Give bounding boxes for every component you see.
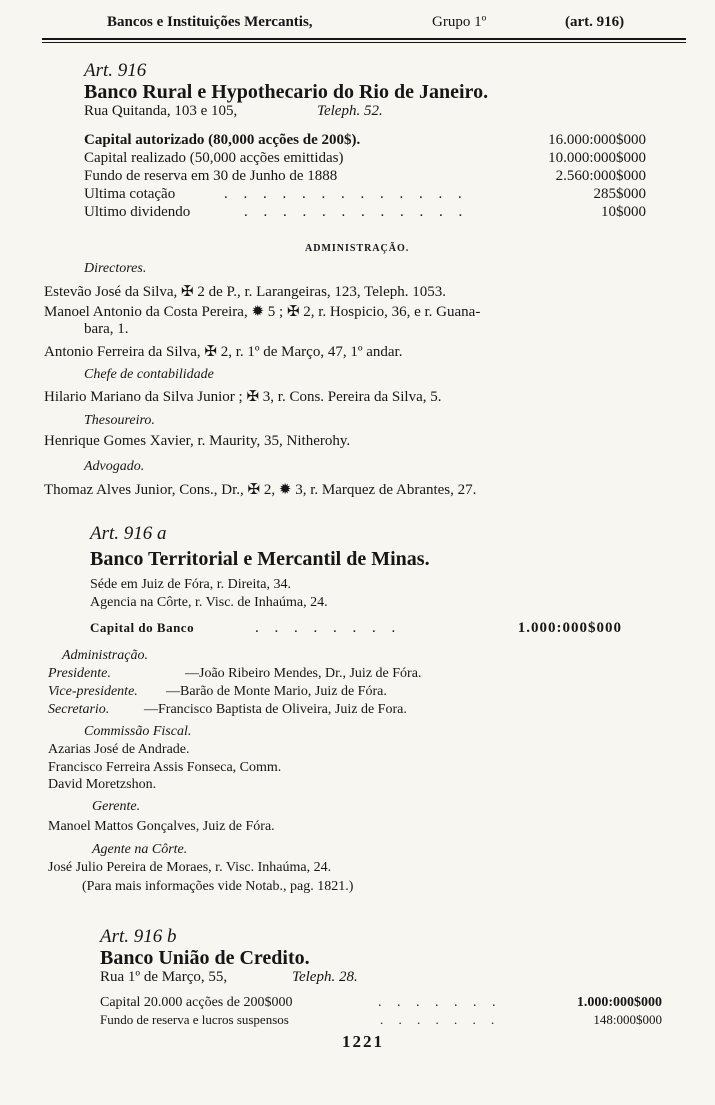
finance-label: Capital 20.000 acções de 200$000 <box>100 995 293 1010</box>
officer-role: Secretario. <box>48 702 110 717</box>
finance-value: 2.560:000$000 <box>555 168 646 184</box>
director-line: Estevão José da Silva, ✠ 2 de P., r. Larangeiras, 123, Teleph. 1053. <box>44 284 446 300</box>
finance-row <box>84 132 646 150</box>
finance-value: 148:000$000 <box>593 1012 662 1027</box>
agente-heading: Agente na Côrte. <box>92 842 188 857</box>
art-916a-bank-name: Banco Territorial e Mercantil de Minas. <box>90 548 430 570</box>
chefe-line: Hilario Mariano da Silva Junior ; ✠ 3, r. Cons. Pereira da Silva, 5. <box>44 389 442 405</box>
thesoureiro-line: Henrique Gomes Xavier, r. Maurity, 35, Nitherohy. <box>44 433 351 449</box>
art-916-address: Rua Quitanda, 103 e 105, <box>84 103 238 119</box>
gerente-heading: Gerente. <box>92 799 141 814</box>
officer-text: —Francisco Baptista de Oliveira, Juiz de Fora. <box>144 702 407 717</box>
commissao-line: Francisco Ferreira Assis Fonseca, Comm. <box>48 760 282 775</box>
role-advogado: Advogado. <box>84 459 145 474</box>
art-916b-phone: Teleph. 28. <box>292 969 358 985</box>
art-916b-label: Art. 916 b <box>100 926 177 947</box>
art-916-label: Art. 916 <box>84 60 147 81</box>
officer-role: Presidente. <box>48 666 111 681</box>
running-header-article: (art. 916) <box>565 14 625 30</box>
leader-dots: . . . . . . . . <box>255 620 402 636</box>
administracao-heading: Administração. <box>62 648 148 663</box>
officer-text: —João Ribeiro Mendes, Dr., Juiz de Fóra. <box>185 666 422 681</box>
director-line: bara, 1. <box>84 321 129 337</box>
role-directores: Directores. <box>84 261 147 276</box>
header-rule <box>42 38 686 40</box>
art-916-bank-name: Banco Rural e Hypothecario do Rio de Janeiro. <box>84 81 489 103</box>
running-header-group: Grupo 1º <box>432 14 487 30</box>
finance-value: 10.000:000$000 <box>548 150 646 166</box>
finance-row <box>100 1012 662 1029</box>
capital-value: 1.000:000$000 <box>517 620 622 636</box>
finance-row <box>84 204 646 222</box>
finance-value: 16.000:000$000 <box>548 132 646 148</box>
finance-label: Ultima cotação <box>84 186 176 202</box>
administration-heading: ADMINISTRAÇÃO. <box>305 243 410 254</box>
capital-row <box>90 620 622 638</box>
capital-label: Capital do Banco <box>90 620 195 635</box>
finance-row <box>84 168 646 186</box>
art-916a-sede: Séde em Juiz de Fóra, r. Direita, 34. <box>90 577 292 592</box>
page-number: 1221 <box>342 1032 384 1051</box>
finance-label: Capital autorizado (80,000 acções de 200$). <box>84 132 361 148</box>
role-chefe: Chefe de contabilidade <box>84 367 214 382</box>
finance-value: 10$000 <box>601 204 646 220</box>
commissao-heading: Commissão Fiscal. <box>84 724 192 739</box>
art-916a-agencia: Agencia na Côrte, r. Visc. de Inhaúma, 24. <box>90 595 328 610</box>
officer-text: —Barão de Monte Mario, Juiz de Fóra. <box>166 684 387 699</box>
officer-role: Vice-presidente. <box>48 684 138 699</box>
finance-label: Fundo de reserva e lucros suspensos <box>100 1012 289 1027</box>
finance-row <box>100 995 662 1012</box>
commissao-line: David Moretzshon. <box>48 777 157 792</box>
advogado-line: Thomaz Alves Junior, Cons., Dr., ✠ 2, ✹ 3, r. Marquez de Abrantes, 27. <box>44 482 477 498</box>
running-header-title: Bancos e Instituições Mercantis, <box>107 14 313 30</box>
finance-row <box>84 186 646 204</box>
gerente-line: Manoel Mattos Gonçalves, Juiz de Fóra. <box>48 819 275 834</box>
director-line: Antonio Ferreira da Silva, ✠ 2, r. 1º de Março, 47, 1º andar. <box>44 344 403 360</box>
art-916b-address: Rua 1º de Março, 55, <box>100 969 228 985</box>
leader-dots: . . . . . . . <box>378 995 502 1010</box>
art-916a-label: Art. 916 a <box>90 523 167 544</box>
finance-label: Ultimo dividendo <box>84 204 191 220</box>
finance-value: 285$000 <box>593 186 646 202</box>
leader-dots: . . . . . . . <box>380 1012 501 1027</box>
notab-reference: (Para mais informações vide Notab., pag. 1821.) <box>82 879 354 894</box>
finance-row <box>84 150 646 168</box>
director-line: Manoel Antonio da Costa Pereira, ✹ 5 ; ✠ 2, r. Hospicio, 36, e r. Guana- <box>44 304 481 320</box>
finance-value: 1.000:000$000 <box>576 995 662 1010</box>
finance-label: Capital realizado (50,000 acções emittidas) <box>84 150 344 166</box>
agente-line: José Julio Pereira de Moraes, r. Visc. Inhaúma, 24. <box>48 860 332 875</box>
finance-label: Fundo de reserva em 30 de Junho de 1888 <box>84 168 338 184</box>
art-916-phone: Teleph. 52. <box>317 103 383 119</box>
header-rule-thin <box>42 42 686 43</box>
leader-dots: . . . . . . . . . . . . . <box>224 186 468 202</box>
role-thesoureiro: Thesoureiro. <box>84 413 155 428</box>
leader-dots: . . . . . . . . . . . . <box>244 204 469 220</box>
commissao-line: Azarias José de Andrade. <box>48 742 190 757</box>
art-916b-bank-name: Banco União de Credito. <box>100 947 310 969</box>
